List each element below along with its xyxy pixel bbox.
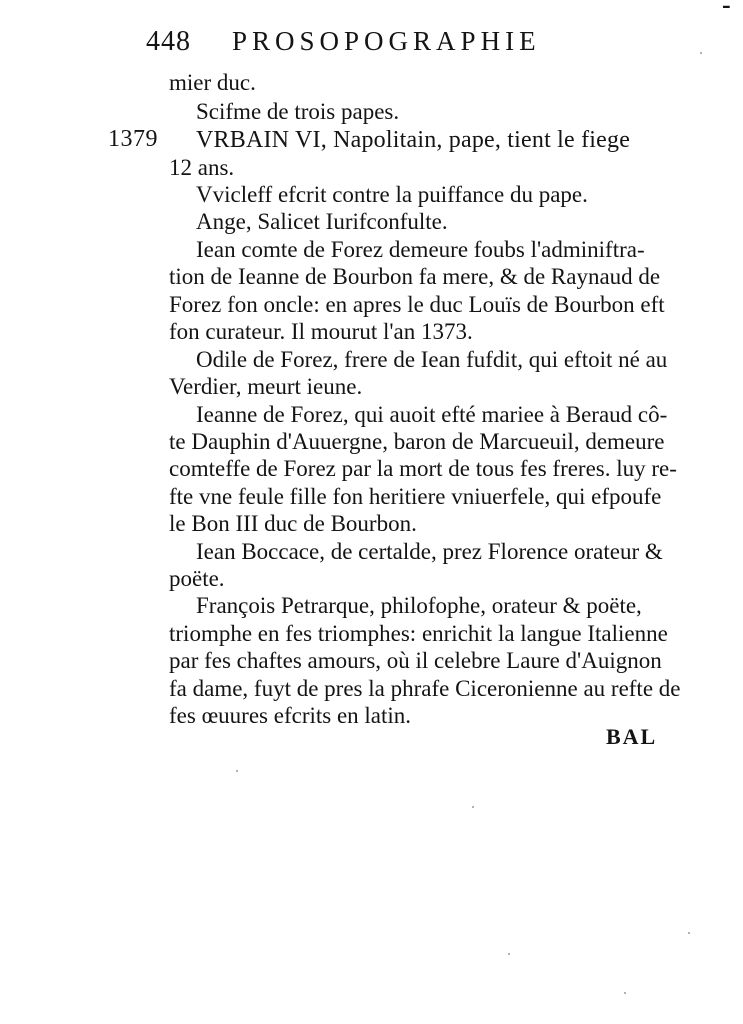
paper-speck [472, 806, 474, 808]
catchword: BAL [606, 724, 658, 749]
text-line: Vvicleff efcrit contre la puiffance du pape. [196, 182, 588, 207]
text-line: 12 ans. [169, 155, 235, 180]
paper-speck [508, 953, 510, 955]
text-line: poëte. [169, 566, 225, 591]
text-line: triomphe en fes triomphes: enrichit la langue Italienne [169, 621, 668, 646]
text-line: te Dauphin d'Auuergne, baron de Marcueuil, demeure [169, 429, 665, 454]
paper-speck [236, 770, 238, 772]
text-line: mier duc. [169, 70, 256, 95]
text-line: Forez fon oncle: en apres le duc Louïs de Bourbon eft [169, 292, 665, 317]
paper-speck [624, 992, 626, 994]
text-line: par fes chaftes amours, où il celebre Laure d'Auignon [169, 648, 662, 673]
text-line: fte vne feule fille fon heritiere vniuerfele, qui efpoufe [169, 484, 662, 509]
text-line: VRBAIN VI, Napolitain, pape, tient le fiege [196, 127, 631, 153]
text-line: Iean Boccace, de certalde, prez Florence orateur & [196, 539, 663, 564]
running-title: PROSOPOGRAPHIE [232, 26, 541, 56]
corner-mark: - [722, 0, 731, 19]
text-line: fes œuures efcrits en latin. [169, 703, 412, 728]
text-line: fa dame, fuyt de pres la phrafe Ciceronienne au refte de [169, 676, 681, 701]
text-line: Verdier, meurt ieune. [169, 374, 363, 399]
text-line: Iean comte de Forez demeure foubs l'adminiftra- [196, 237, 645, 262]
text-line: fon curateur. Il mourut l'an 1373. [169, 319, 473, 344]
text-line: comteffe de Forez par la mort de tous fes freres. luy re- [169, 456, 677, 481]
page-number: 448 [146, 26, 191, 57]
text-line: tion de Ieanne de Bourbon fa mere, & de Raynaud de [169, 264, 661, 289]
text-line: Ange, Salicet Iurifconfulte. [196, 209, 448, 234]
text-line: le Bon III duc de Bourbon. [169, 511, 417, 536]
margin-year: 1379 [108, 126, 158, 152]
text-line: Scifme de trois papes. [196, 99, 400, 124]
paper-speck [688, 932, 690, 934]
text-line: François Petrarque, philofophe, orateur & poëte, [196, 593, 642, 618]
text-line: Odile de Forez, frere de Iean fufdit, qui eftoit né au [196, 347, 668, 372]
paper-speck [700, 52, 702, 54]
text-line: Ieanne de Forez, qui auoit efté mariee à Beraud cô- [196, 402, 668, 427]
